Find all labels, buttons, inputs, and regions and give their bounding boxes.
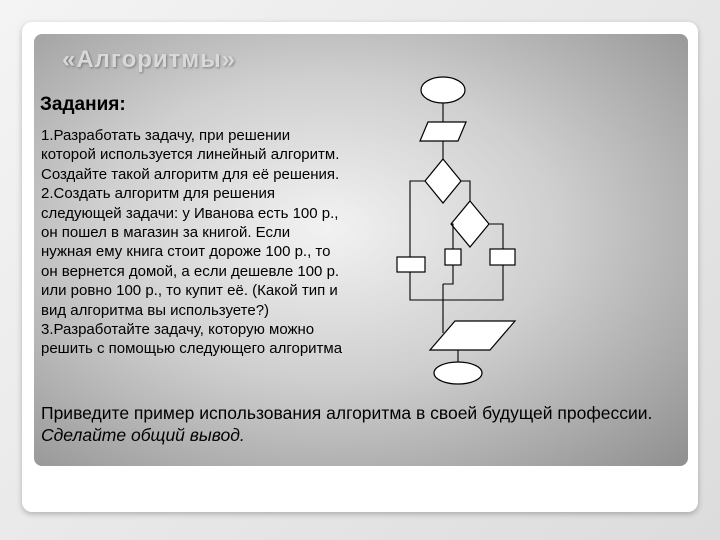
process-middle-shape [445, 249, 461, 265]
input-parallelogram-shape [420, 122, 466, 141]
conclusion-text: Сделайте общий вывод. [41, 425, 245, 445]
process-right-shape [490, 249, 515, 265]
process-left-shape [397, 257, 425, 272]
start-terminal-shape [421, 77, 465, 103]
tasks-heading: Задания: [40, 94, 126, 115]
tasks-text: 1.Разработать задачу, при решении которой используется линейный алгоритм. Создайте такой алгоритм для её решения. 2.Создать алгоритм для решения следующей задачи: у Иванова есть 100 р., он пошел в магазин за книгой. Если нужная ему книга стоит дороже 100 р., то он вернется домой, а если дешевле 100 р. или ровно 100 р., то купит её. (Какой тип и вид алгоритма вы используете?) 3.Разработайте задачу, которую можно решить с помощью следующего алгоритма [41, 127, 343, 358]
example-prompt: Приведите пример использования алгоритма в своей будущей профессии. [41, 403, 653, 423]
slide-title: «Алгоритмы» [62, 46, 237, 73]
decision-1-shape [425, 159, 461, 203]
end-terminal-shape [434, 362, 482, 384]
decision-2-shape [451, 201, 489, 247]
bottom-text [41, 402, 661, 446]
